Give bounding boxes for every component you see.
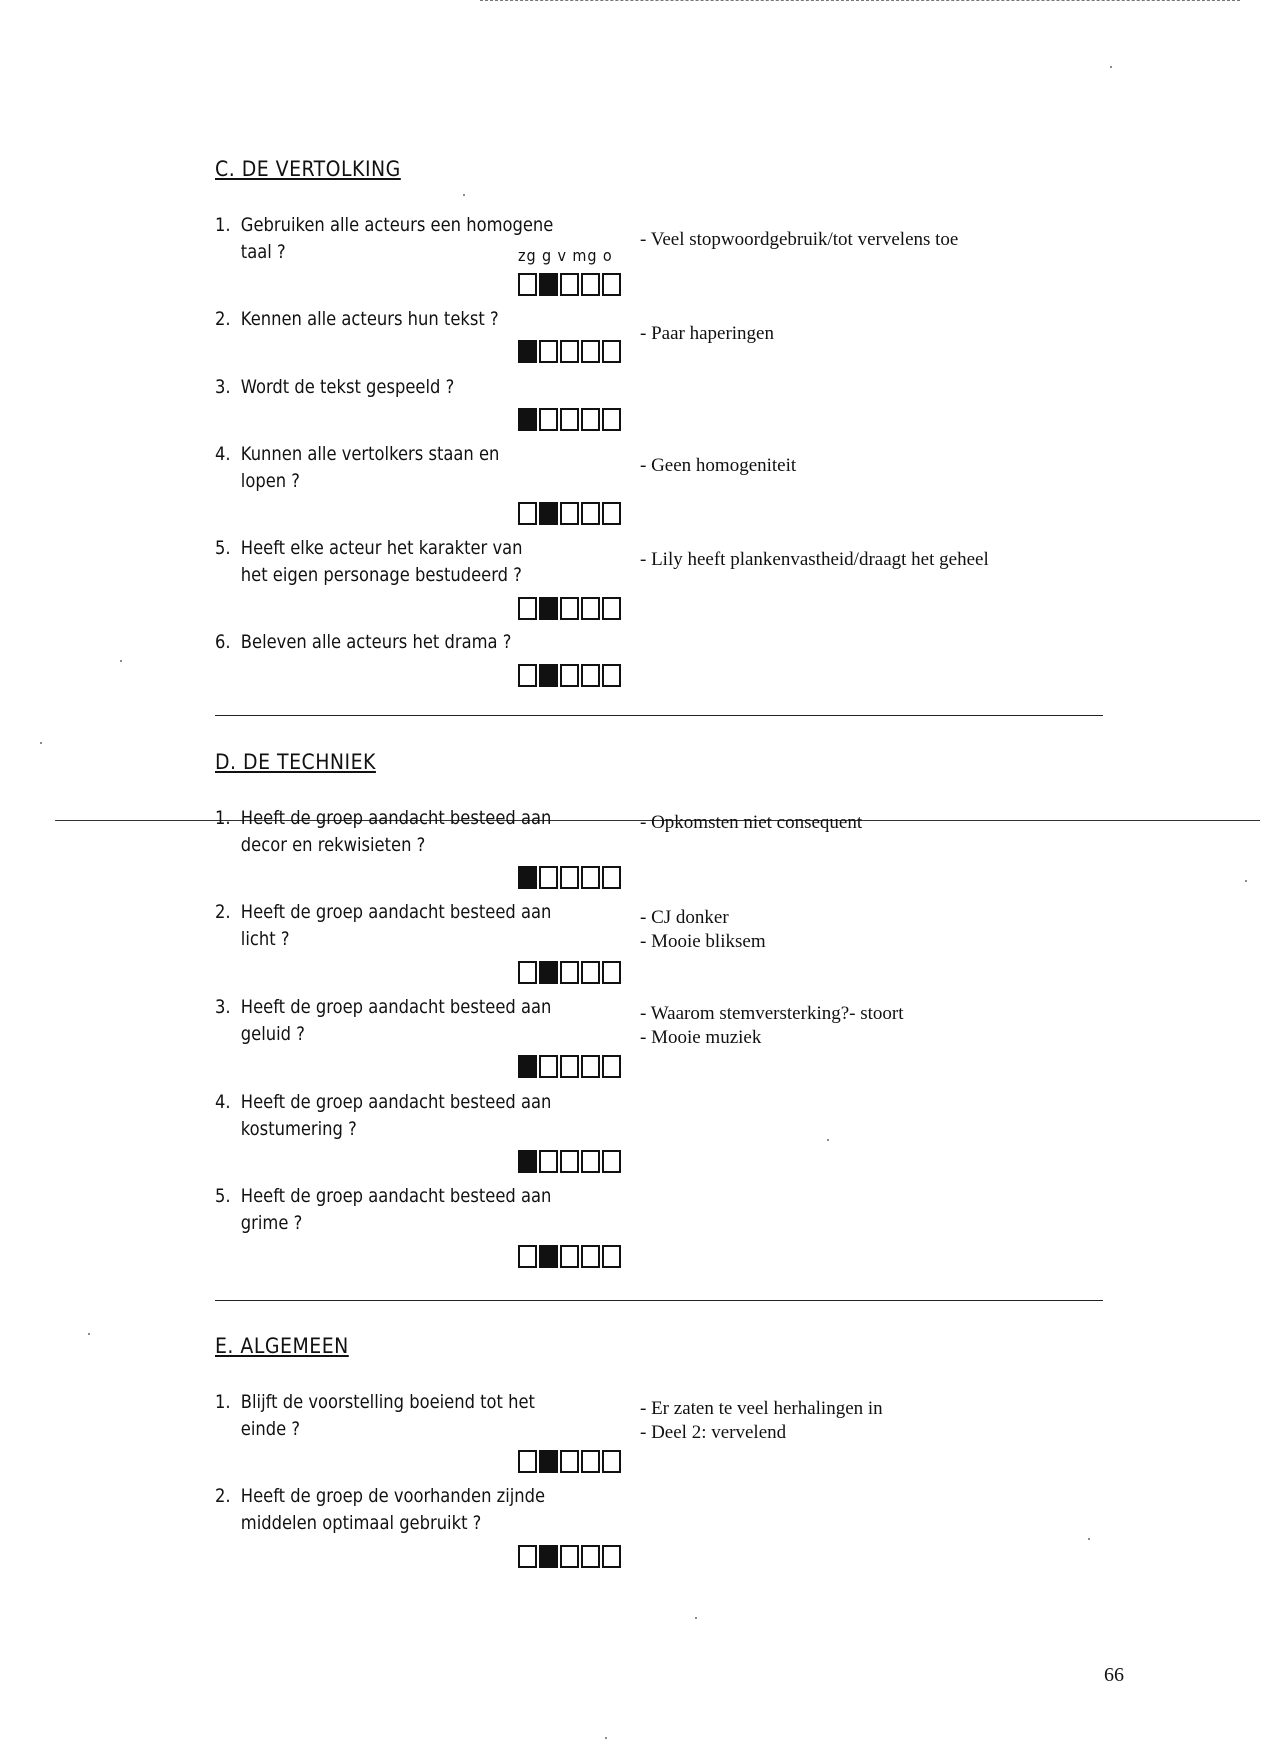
rating-box[interactable] — [560, 1055, 579, 1078]
remark-line: - Mooie bliksem — [640, 931, 766, 952]
rating-scale-header: zg g v mg o — [518, 246, 613, 265]
rating-box[interactable] — [581, 1150, 600, 1173]
rating-box[interactable] — [581, 408, 600, 431]
remark-c2 — [640, 322, 774, 346]
question-text-cont: licht ? — [240, 928, 290, 950]
rating-box[interactable] — [518, 597, 537, 620]
question-d3 — [215, 994, 568, 1048]
rating-box[interactable] — [560, 273, 579, 296]
question-d1 — [215, 805, 568, 859]
rating-box[interactable] — [560, 408, 579, 431]
rating-box[interactable] — [518, 1450, 537, 1473]
rating-boxes[interactable] — [518, 664, 621, 687]
rating-box[interactable] — [560, 664, 579, 687]
rating-box[interactable] — [602, 664, 621, 687]
question-number: 1. — [215, 1391, 231, 1413]
question-number: 5. — [215, 1185, 231, 1207]
question-c6 — [215, 629, 568, 656]
question-c2 — [215, 306, 568, 333]
question-text: Wordt de tekst gespeeld ? — [240, 376, 455, 398]
rating-box[interactable] — [560, 502, 579, 525]
question-e2 — [215, 1483, 568, 1537]
rating-box[interactable] — [539, 273, 558, 296]
page-number: 66 — [1104, 1664, 1124, 1686]
remark-line: - CJ donker — [640, 907, 729, 928]
rating-boxes[interactable] — [518, 961, 621, 984]
scan-speck — [827, 1139, 829, 1141]
scan-speck — [88, 1333, 90, 1335]
scan-speck — [120, 660, 122, 662]
rating-box[interactable] — [560, 340, 579, 363]
question-text: Heeft de groep de voorhanden zijnde — [240, 1485, 546, 1507]
section-title-e: E. ALGEMEEN — [215, 1334, 349, 1358]
rating-box[interactable] — [539, 664, 558, 687]
question-text-cont: decor en rekwisieten ? — [240, 834, 426, 856]
scan-speck — [1245, 880, 1247, 882]
question-text-cont: grime ? — [240, 1212, 303, 1234]
rating-box[interactable] — [602, 1055, 621, 1078]
rating-box[interactable] — [581, 1055, 600, 1078]
remark-line: - Geen homogeniteit — [640, 455, 797, 476]
remark-c4 — [640, 454, 796, 478]
question-d5 — [215, 1183, 568, 1237]
rating-box[interactable] — [539, 961, 558, 984]
scan-speck — [1110, 66, 1112, 68]
rating-box[interactable] — [581, 1245, 600, 1268]
scan-edge — [480, 0, 1240, 3]
question-number: 3. — [215, 376, 231, 398]
rating-box[interactable] — [581, 1545, 600, 1568]
rating-boxes[interactable] — [518, 273, 621, 296]
rating-boxes[interactable] — [518, 1150, 621, 1173]
rating-box[interactable] — [581, 502, 600, 525]
rating-box[interactable] — [539, 502, 558, 525]
rating-box[interactable] — [560, 866, 579, 889]
rating-box[interactable] — [602, 502, 621, 525]
rating-box[interactable] — [518, 340, 537, 363]
remark-d3 — [640, 1002, 904, 1050]
rating-box[interactable] — [518, 961, 537, 984]
scan-speck — [463, 194, 465, 196]
remark-e1 — [640, 1397, 883, 1445]
question-text-cont: het eigen personage bestudeerd ? — [240, 564, 522, 586]
rating-box[interactable] — [560, 1545, 579, 1568]
rating-box[interactable] — [602, 1245, 621, 1268]
rating-box[interactable] — [539, 1450, 558, 1473]
rating-boxes[interactable] — [518, 1545, 621, 1568]
question-text: Kennen alle acteurs hun tekst ? — [240, 308, 499, 330]
remark-line: - Opkomsten niet consequent — [640, 812, 863, 833]
rating-box[interactable] — [581, 597, 600, 620]
remark-line: - Deel 2: vervelend — [640, 1422, 787, 1443]
rating-box[interactable] — [539, 866, 558, 889]
question-e1 — [215, 1389, 568, 1443]
question-text: Heeft de groep aandacht besteed aan — [240, 807, 552, 829]
rating-box[interactable] — [602, 273, 621, 296]
question-text: Heeft elke acteur het karakter van — [240, 537, 523, 559]
remark-line: - Paar haperingen — [640, 323, 774, 344]
rating-box[interactable] — [539, 1245, 558, 1268]
remark-line: - Er zaten te veel herhalingen in — [640, 1398, 883, 1419]
remark-line: - Mooie muziek — [640, 1027, 762, 1048]
rating-box[interactable] — [518, 866, 537, 889]
rating-box[interactable] — [581, 1450, 600, 1473]
question-number: 2. — [215, 308, 231, 330]
rating-box[interactable] — [602, 597, 621, 620]
question-d4 — [215, 1089, 568, 1143]
question-text: Kunnen alle vertolkers staan en — [240, 443, 500, 465]
remark-c1 — [640, 228, 958, 252]
question-number: 3. — [215, 996, 231, 1018]
question-text-cont: kostumering ? — [240, 1118, 357, 1140]
question-text: Heeft de groep aandacht besteed aan — [240, 996, 552, 1018]
remark-line: - Lily heeft plankenvastheid/draagt het geheel — [640, 549, 989, 570]
question-c3 — [215, 374, 568, 401]
rating-box[interactable] — [560, 1150, 579, 1173]
rating-box[interactable] — [602, 961, 621, 984]
question-text: Heeft de groep aandacht besteed aan — [240, 1185, 552, 1207]
rating-box[interactable] — [539, 597, 558, 620]
rating-box[interactable] — [518, 1150, 537, 1173]
rating-box[interactable] — [518, 502, 537, 525]
section-divider — [215, 715, 1103, 716]
rating-boxes[interactable] — [518, 1055, 621, 1078]
section-title-d: D. DE TECHNIEK — [215, 750, 376, 774]
rating-box[interactable] — [602, 1545, 621, 1568]
rating-box[interactable] — [518, 273, 537, 296]
rating-box[interactable] — [518, 664, 537, 687]
rating-box[interactable] — [539, 340, 558, 363]
rating-box[interactable] — [581, 273, 600, 296]
question-number: 2. — [215, 1485, 231, 1507]
rating-boxes[interactable] — [518, 502, 621, 525]
rating-box[interactable] — [539, 1055, 558, 1078]
remark-d2 — [640, 906, 766, 954]
rating-box[interactable] — [560, 597, 579, 620]
scan-speck — [695, 1617, 697, 1619]
question-c5 — [215, 535, 568, 589]
question-c4 — [215, 441, 568, 495]
rating-boxes[interactable] — [518, 597, 621, 620]
rating-box[interactable] — [581, 961, 600, 984]
rating-box[interactable] — [560, 1450, 579, 1473]
remark-c5 — [640, 548, 989, 572]
question-text: Heeft de groep aandacht besteed aan — [240, 901, 552, 923]
question-number: 4. — [215, 443, 231, 465]
rating-box[interactable] — [539, 1150, 558, 1173]
rating-box[interactable] — [581, 340, 600, 363]
question-number: 5. — [215, 537, 231, 559]
rating-boxes[interactable] — [518, 1245, 621, 1268]
rating-box[interactable] — [602, 866, 621, 889]
question-text: Beleven alle acteurs het drama ? — [240, 631, 512, 653]
remark-line: - Waarom stemversterking?- stoort — [640, 1003, 904, 1024]
rating-boxes[interactable] — [518, 866, 621, 889]
question-text: Blijft de voorstelling boeiend tot het — [240, 1391, 535, 1413]
scan-speck — [40, 742, 42, 744]
rating-boxes[interactable] — [518, 1450, 621, 1473]
question-number: 6. — [215, 631, 231, 653]
question-c1 — [215, 212, 568, 266]
section-divider — [215, 1300, 1103, 1301]
question-text: Gebruiken alle acteurs een homogene — [240, 214, 554, 236]
question-text: Heeft de groep aandacht besteed aan — [240, 1091, 552, 1113]
rating-box[interactable] — [518, 1245, 537, 1268]
remark-d1 — [640, 811, 862, 835]
question-text-cont: lopen ? — [240, 470, 300, 492]
scan-speck — [1088, 1538, 1090, 1540]
rating-box[interactable] — [518, 1055, 537, 1078]
question-number: 1. — [215, 807, 231, 829]
question-number: 1. — [215, 214, 231, 236]
rating-boxes[interactable] — [518, 408, 621, 431]
question-number: 4. — [215, 1091, 231, 1113]
rating-box[interactable] — [560, 1245, 579, 1268]
question-text-cont: taal ? — [240, 241, 286, 263]
rating-box[interactable] — [539, 408, 558, 431]
scan-speck — [605, 1737, 607, 1739]
question-text-cont: einde ? — [240, 1418, 301, 1440]
rating-box[interactable] — [602, 340, 621, 363]
rating-box[interactable] — [518, 408, 537, 431]
rating-box[interactable] — [581, 866, 600, 889]
question-number: 2. — [215, 901, 231, 923]
rating-box[interactable] — [602, 1150, 621, 1173]
rating-box[interactable] — [602, 1450, 621, 1473]
question-d2 — [215, 899, 568, 953]
question-text-cont: middelen optimaal gebruikt ? — [240, 1512, 482, 1534]
question-text-cont: geluid ? — [240, 1023, 305, 1045]
rating-boxes[interactable] — [518, 340, 621, 363]
remark-line: - Veel stopwoordgebruik/tot vervelens toe — [640, 229, 959, 250]
section-title-c: C. DE VERTOLKING — [215, 157, 401, 181]
rating-box[interactable] — [581, 664, 600, 687]
rating-box[interactable] — [602, 408, 621, 431]
rating-box[interactable] — [518, 1545, 537, 1568]
rating-box[interactable] — [560, 961, 579, 984]
rating-box[interactable] — [539, 1545, 558, 1568]
